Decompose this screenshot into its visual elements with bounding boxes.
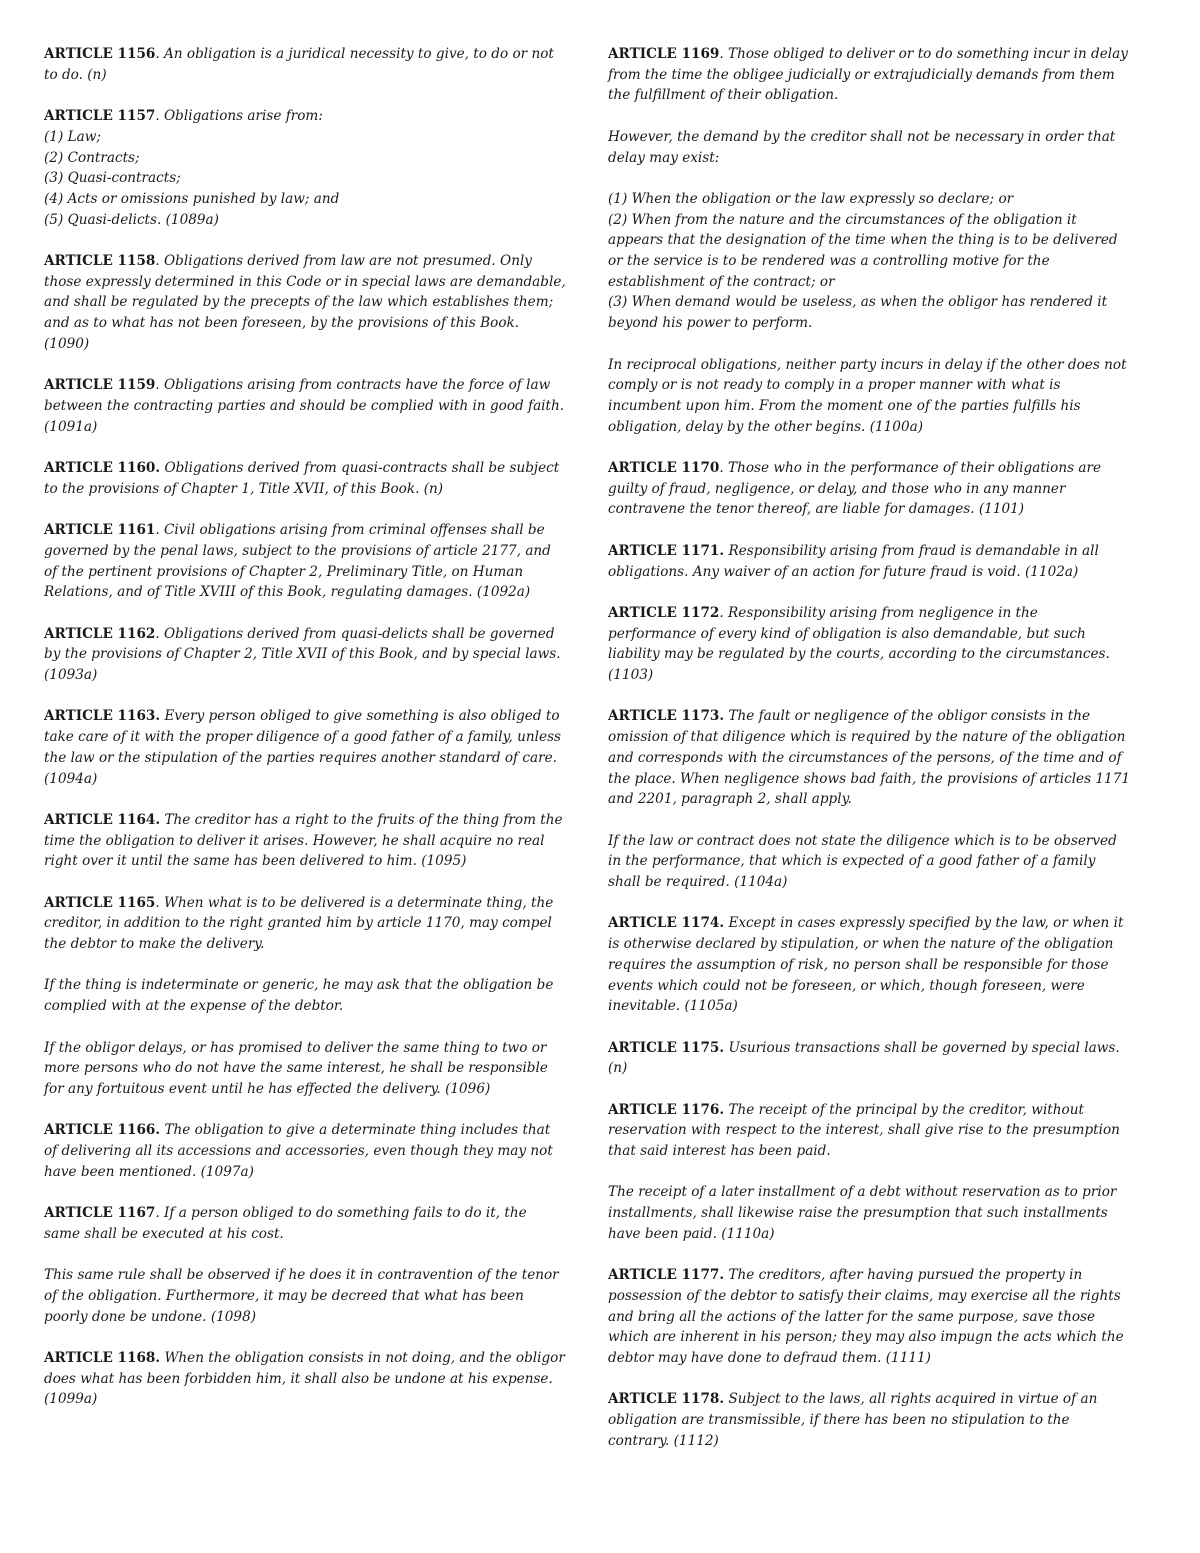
article-text: . When what is to be delivered is a determinate thing, the creditor, in addition to the right granted him by article 1170, may compel the debtor to make the delivery. [44,894,554,953]
article-1167-paragraph-2: This same rule shall be observed if he does it in contravention of the tenor of the obligation. Furthermore, it may be decreed that what has been poorly done be undone. (1098) [44,1267,559,1325]
article-heading: ARTICLE 1164. [44,811,161,828]
article-1170 [608,458,1130,520]
article-text: . Obligations arising from contracts have the force of law between the contracting parties and should be complied with in good faith. (1091a) [44,377,565,435]
article-1167 [44,1203,566,1244]
article-text: . Those who in the performance of their obligations are guilty of fraud, negligence, or delay, and those who in any manner contravene the tenor thereof, are liable for damages. (1101) [608,460,1102,518]
article-text: . Obligations derived from quasi-delicts shall be governed by the provisions of Chapter 2, Title XVII of this Book, and by special laws. (1093a) [44,625,561,683]
article-1172 [608,603,1130,686]
article-text: The fault or negligence of the obligor consists in the omission of that diligence which is required by the nature of the obligation and corresponds with the circumstances of the persons, of the time and of the place. When negligence shows bad faith, the provisions of articles 1171 and 2201, paragraph 2, shall apply. [608,708,1130,808]
article-1163 [44,706,566,789]
article-1164 [44,810,566,872]
article-heading: ARTICLE 1167 [44,1205,156,1222]
article-text: The receipt of the principal by the creditor, without reservation with respect to the interest, shall give rise to the presumption that said interest has been paid. [608,1101,1120,1160]
list-item: (2) When from the nature and the circumstances of the obligation it appears that the designation of the time when the thing is to be delivered or the service is to be rendered was a controlling motive for the establishment of the contract; or [608,211,1118,290]
article-1168 [44,1348,566,1410]
article-1176-paragraph-2: The receipt of a later installment of a debt without reservation as to prior installments, shall likewise raise the presumption that such installments have been paid. (1110a) [608,1184,1117,1242]
left-column [44,44,566,1431]
article-1166 [44,1120,566,1182]
article-1159 [44,375,566,437]
right-column [608,44,1130,1472]
article-1169-list [608,189,1130,334]
article-1174 [608,913,1130,1017]
article-1173 [608,706,1130,810]
article-1178 [608,1389,1130,1451]
article-heading: ARTICLE 1170 [608,460,720,476]
article-heading: ARTICLE 1156 [44,46,156,62]
list-item: (1) When the obligation or the law expressly so declare; or [608,190,1014,207]
article-1160 [44,458,566,499]
article-text: Obligations derived from quasi-contracts shall be subject to the provisions of Chapter 1, Title XVII, of this Book. (n) [44,460,560,497]
article-1165-paragraph-3: If the obligor delays, or has promised to deliver the same thing to two or more persons who do not have the same interest, he shall be responsible for any fortuitous event until he has effected the delivery. (1096) [44,1039,548,1097]
list-item: (5) Quasi-delicts. (1089a) [44,211,219,228]
article-heading: ARTICLE 1177. [608,1267,725,1284]
article-heading: ARTICLE 1162 [44,625,156,642]
article-1165-paragraph-2: If the thing is indeterminate or generic, he may ask that the obligation be complied with at the expense of the debtor. [44,977,554,1015]
article-heading: ARTICLE 1157 [44,108,156,125]
article-1176 [608,1100,1130,1162]
article-1169 [608,44,1130,106]
article-heading: ARTICLE 1169 [608,46,720,62]
article-text: The obligation to give a determinate thing includes that of delivering all its accessions and accessories, even though they may not have been mentioned. (1097a) [44,1122,553,1180]
article-heading: ARTICLE 1172 [608,604,720,621]
article-1156 [44,44,566,85]
article-heading: ARTICLE 1158 [44,253,156,269]
list-item: (4) Acts or omissions punished by law; and [44,190,340,207]
article-1169-paragraph-4: In reciprocal obligations, neither party incurs in delay if the other does not comply or is not ready to comply in a proper manner with what is incumbent upon him. From the moment one of the parties fulfills his obligation, delay by the other begins. (1100a) [608,356,1127,435]
article-1158 [44,251,566,355]
article-heading: ARTICLE 1159 [44,377,156,394]
article-1169-paragraph-2: However, the demand by the creditor shall not be necessary in order that delay may exist: [608,128,1116,166]
article-1162 [44,624,566,686]
article-heading: ARTICLE 1171. [608,542,725,559]
list-item: (3) When demand would be useless, as when the obligor has rendered it beyond his power to perform. [608,294,1108,332]
article-heading: ARTICLE 1165 [44,894,156,911]
article-heading: ARTICLE 1175. [608,1039,725,1056]
article-1171 [608,541,1130,582]
article-1157 [44,106,566,230]
article-text: Subject to the laws, all rights acquired in virtue of an obligation are transmissible, if there has been no stipulation to the contrary. (1112) [608,1391,1098,1449]
article-1165 [44,893,566,955]
article-text: Every person obliged to give something is also obliged to take care of it with the proper diligence of a good father of a family, unless the law or the stipulation of the parties requires another standard of care. (1094a) [44,708,562,787]
article-text: . An obligation is a juridical necessity to give, to do or not to do. (n) [44,46,554,83]
article-text: . Those obliged to deliver or to do something incur in delay from the time the obligee judicially or extrajudicially demands from them the fulfillment of their obligation. [608,46,1128,104]
article-text: Responsibility arising from fraud is demandable in all obligations. Any waiver of an action for future fraud is void. (1102a) [608,542,1099,580]
article-text: Usurious transactions shall be governed by special laws. (n) [608,1039,1120,1077]
article-text: . If a person obliged to do something fails to do it, the same shall be executed at his cost. [44,1205,527,1242]
article-1177 [608,1265,1130,1369]
article-text: . Civil obligations arising from criminal offenses shall be governed by the penal laws, subject to the provisions of article 2177, and of the pertinent provisions of Chapter 2, Preliminary Title, on Human Relations, and of Title XVIII of this Book, regulating damages. (1092a) [44,522,551,601]
list-item: (2) Contracts; [44,149,140,166]
article-heading: ARTICLE 1178. [608,1391,725,1408]
article-heading: ARTICLE 1166. [44,1122,161,1139]
article-text: . Responsibility arising from negligence in the performance of every kind of obligation is also demandable, but such liability may be regulated by the courts, according to the circumstances. (1103) [608,604,1110,683]
article-text: The creditors, after having pursued the property in possession of the debtor to satisfy their claims, may exercise all the rights and bring all the actions of the latter for the same purpose, save those which are inherent in his person; they may also impugn the acts which the debtor may have done to defraud them. (1111) [608,1267,1124,1367]
article-heading: ARTICLE 1160. [44,460,161,476]
article-text: The creditor has a right to the fruits of the thing from the time the obligation to deliver it arises. However, he shall acquire no real right over it until the same has been delivered to him. (1095) [44,811,563,870]
article-text: . Obligations derived from law are not presumed. Only those expressly determined in this Code or in special laws are demandable, and shall be regulated by the precepts of the law which establishes them; and as to what has not been foreseen, by the provisions of this Book. (1090) [44,253,566,352]
article-text: . Obligations arise from: [155,108,323,125]
article-heading: ARTICLE 1161 [44,522,156,539]
article-heading: ARTICLE 1168. [44,1350,161,1367]
article-1175 [608,1038,1130,1079]
list-item: (3) Quasi-contracts; [44,170,181,187]
article-text: When the obligation consists in not doing, and the obligor does what has been forbidden him, it shall also be undone at his expense. (1099a) [44,1350,565,1408]
list-item: (1) Law; [44,128,101,145]
article-text: Except in cases expressly specified by the law, or when it is otherwise declared by stipulation, or when the nature of the obligation requires the assumption of risk, no person shall be responsible for those events which could not be foreseen, or which, though foreseen, were inevitable. (1105a) [608,915,1124,1015]
article-1161 [44,520,566,603]
article-heading: ARTICLE 1173. [608,708,725,725]
article-1173-paragraph-2: If the law or contract does not state the diligence which is to be observed in the performance, that which is expected of a good father of a family shall be required. (1104a) [608,832,1117,890]
article-heading: ARTICLE 1163. [44,708,161,725]
article-heading: ARTICLE 1174. [608,915,725,932]
article-heading: ARTICLE 1176. [608,1101,725,1118]
